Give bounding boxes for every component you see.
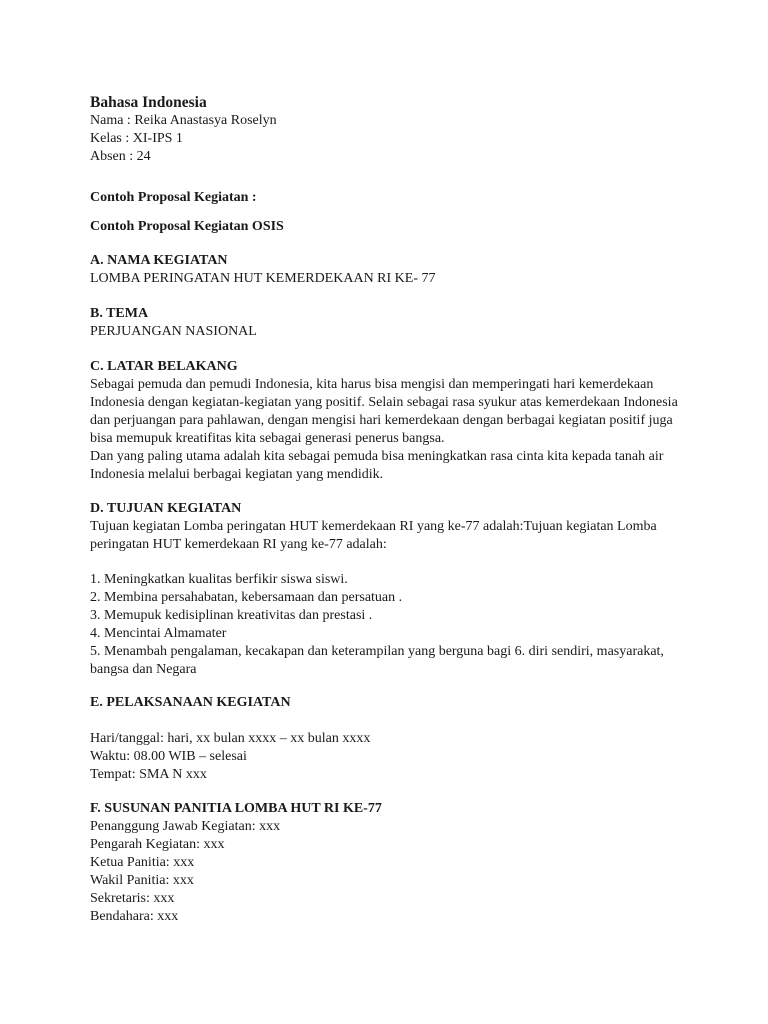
heading-proposal: Contoh Proposal Kegiatan : (90, 190, 257, 205)
student-class: Kelas : XI-IPS 1 (90, 131, 183, 146)
section-f-title: F. SUSUNAN PANITIA LOMBA HUT RI KE-77 (90, 801, 382, 816)
section-f-line: Bendahara: xxx (90, 909, 179, 924)
list-item: bangsa dan Negara (90, 662, 197, 677)
section-b (90, 305, 708, 341)
section-c-line: bisa memupuk kreatifitas kita sebagai generasi penerus bangsa. (90, 431, 445, 446)
section-f-line: Penanggung Jawab Kegiatan: xxx (90, 819, 281, 834)
section-c-line: dan perjuangan para pahlawan, dengan mengisi hari kemerdekaan dengan berbagai kegiatan positif juga (90, 413, 673, 428)
list-item: 5. Menambah pengalaman, kecakapan dan keterampilan yang berguna bagi 6. diri sendiri, masyarakat, (90, 644, 664, 659)
section-a-title: A. NAMA KEGIATAN (90, 253, 228, 268)
student-name: Nama : Reika Anastasya Roselyn (90, 113, 277, 128)
section-e-line: Tempat: SMA N xxx (90, 767, 207, 782)
list-item: 3. Memupuk kedisiplinan kreativitas dan prestasi . (90, 608, 373, 623)
section-f-line: Sekretaris: xxx (90, 891, 175, 906)
student-number: Absen : 24 (90, 149, 151, 164)
section-d-title: D. TUJUAN KEGIATAN (90, 501, 242, 516)
section-d-list (90, 571, 708, 679)
section-f-line: Ketua Panitia: xxx (90, 855, 195, 870)
section-c-line: Indonesia melalui berbagai kegiatan yang mendidik. (90, 467, 384, 482)
section-d-intro: peringatan HUT kemerdekaan RI yang ke-77 adalah: (90, 537, 387, 552)
list-item: 4. Mencintai Almamater (90, 626, 227, 641)
section-f-line: Pengarah Kegiatan: xxx (90, 837, 225, 852)
subject-title: Bahasa Indonesia (90, 94, 207, 111)
heading-proposal-osis: Contoh Proposal Kegiatan OSIS (90, 219, 284, 234)
section-b-title: B. TEMA (90, 306, 149, 321)
section-e (90, 730, 708, 784)
list-item: 2. Membina persahabatan, kebersamaan dan persatuan . (90, 590, 403, 605)
heading-osis-block (90, 218, 708, 236)
header-block (90, 94, 708, 166)
list-item: 1. Meningkatkan kualitas berfikir siswa siswi. (90, 572, 348, 587)
section-c-line: Indonesia dengan kegiatan-kegiatan yang positif. Selain sebagai rasa syukur atas kemerdekaan Indonesia (90, 395, 678, 410)
section-a-text: LOMBA PERINGATAN HUT KEMERDEKAAN RI KE- 77 (90, 271, 436, 286)
section-d (90, 500, 708, 554)
section-b-text: PERJUANGAN NASIONAL (90, 324, 257, 339)
section-d-intro: Tujuan kegiatan Lomba peringatan HUT kemerdekaan RI yang ke-77 adalah:Tujuan kegiatan Lomba (90, 519, 657, 534)
section-e-title: E. PELAKSANAAN KEGIATAN (90, 695, 291, 710)
section-e-heading (90, 694, 708, 712)
section-f (90, 800, 708, 926)
section-c-line: Dan yang paling utama adalah kita sebagai pemuda bisa meningkatkan rasa cinta kita kepada tanah air (90, 449, 664, 464)
section-e-line: Hari/tanggal: hari, xx bulan xxxx – xx bulan xxxx (90, 731, 371, 746)
section-c-line: Sebagai pemuda dan pemudi Indonesia, kita harus bisa mengisi dan memperingati hari kemerdekaan (90, 377, 654, 392)
section-f-line: Wakil Panitia: xxx (90, 873, 194, 888)
section-a (90, 252, 708, 288)
heading-contoh (90, 189, 708, 207)
section-c-title: C. LATAR BELAKANG (90, 359, 238, 374)
section-c (90, 358, 708, 484)
section-e-line: Waktu: 08.00 WIB – selesai (90, 749, 247, 764)
